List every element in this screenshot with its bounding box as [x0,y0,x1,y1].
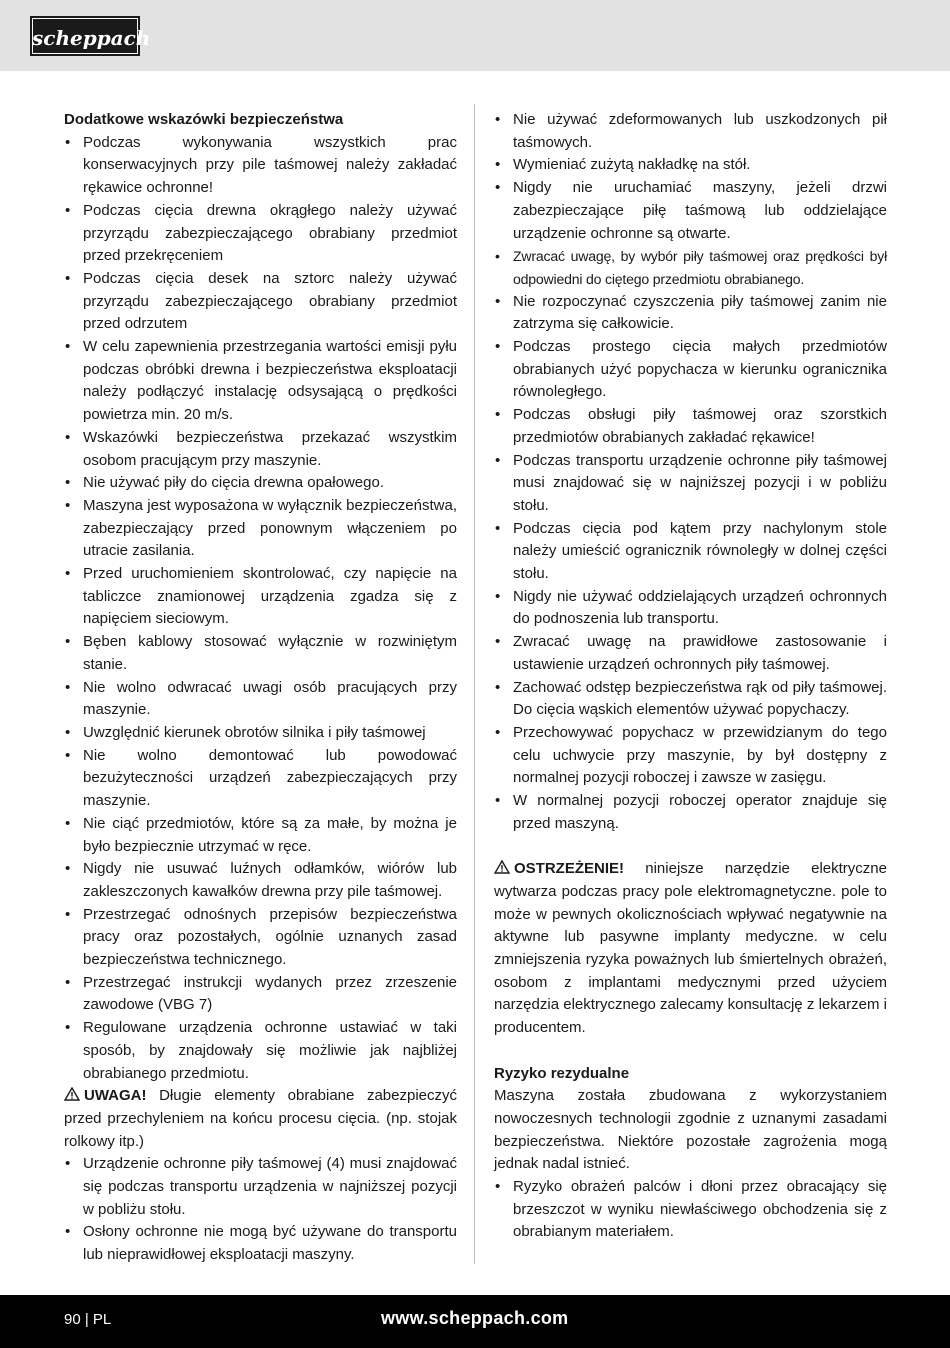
caution-paragraph [64,1085,457,1153]
list-item: • Zwracać uwagę, by wybór piły taśmowej oraz prędkości był odpowiedni do ciętego przedmiotu obrabianego. [494,245,887,290]
list-item: • Nigdy nie uruchamiać maszyny, jeżeli drzwi zabezpieczające piłę taśmową lub oddzielające urządzenie ochronne są otwarte. [494,177,887,245]
list-item: • Nie wolno demontować lub powodować bezużyteczności urządzeń zabezpieczających przy maszynie. [64,745,457,813]
warning-paragraph [494,858,887,1040]
list-item: • Przestrzegać odnośnych przepisów bezpieczeństwa pracy oraz pozostałych, ogólnie uznanych zasad bezpieczeństwa technicznego. [64,904,457,972]
transport-list [64,1153,457,1267]
list-item: • Podczas prostego cięcia małych przedmiotów obrabianych użyć popychacza w kierunku ogranicznika równoległego. [494,336,887,404]
list-item: • Nie ciąć przedmiotów, które są za małe, by można je było bezpiecznie utrzymać w ręce. [64,813,457,858]
list-item: • Nigdy nie usuwać luźnych odłamków, wiórów lub zakleszczonych kawałków drewna przy pile taśmowej. [64,858,457,903]
warning-label: OSTRZEŻENIE! [514,860,625,878]
caution-text: Długie elementy obrabiane zabezpieczyć przed przechyleniem na końcu procesu cięcia. (np. stojak rolkowy itp.) [64,1087,457,1150]
list-item: • Przechowywać popychacz w przewidzianym do tego celu uchwycie przy maszynie, by był dostępny z normalnej pozycji roboczej i zawsze w zasięgu. [494,722,887,790]
residual-risk-text: Maszyna została zbudowana z wykorzystaniem nowoczesnych technologii zgodnie z uznanymi zasadami bezpieczeństwa. Niektóre pozostałe zagrożenia mogą jednak nadal istnieć. [494,1087,887,1173]
page-number: 90 | PL [64,1311,112,1328]
warning-text: niniejsze narzędzie elektryczne wytwarza podczas pracy pole elektromagnetyczne. pole to może w pewnych okolicznościach wpływać negatywnie na aktywne lub pasywne implanty medyczne. w celu zmniejszenia ryzyka poważnych lub śmiertelnych obrażeń, osobom z implantami medycznymi przed użyciem narzędzia elektrycznego zalecamy konsultację z lekarzem i producentem. [494,860,887,1037]
list-item: • Podczas cięcia drewna okrągłego należy używać przyrządu zabezpieczającego obrabiany przedmiot przed przekręceniem [64,200,457,268]
list-item: • Urządzenie ochronne piły taśmowej (4) musi znajdować się podczas transportu urządzenia w najniższej pozycji w pobliżu stołu. [64,1153,457,1221]
list-item: • Nigdy nie używać oddzielających urządzeń ochronnych do podnoszenia lub transportu. [494,586,887,631]
list-item: • Ryzyko obrażeń palców i dłoni przez obracający się brzeszczot w wyniku niewłaściwego obchodzenia się z obrabianym materiałem. [494,1176,887,1244]
section-heading: Dodatkowe wskazówki bezpieczeństwa [64,111,344,128]
list-item: • Przestrzegać instrukcji wydanych przez zrzeszenie zawodowe (VBG 7) [64,972,457,1017]
column-divider [474,104,475,1264]
brand-logo [30,16,151,56]
caution-label: UWAGA! [84,1087,147,1105]
list-item: • Nie wolno odwracać uwagi osób pracujących przy maszynie. [64,677,457,722]
safety-list [64,132,457,1086]
list-item: • Podczas cięcia pod kątem przy nachylonym stole należy umieścić ogranicznik równoległy w dolnej części stołu. [494,518,887,586]
safety-list [494,109,887,836]
warning-triangle-icon [64,1087,80,1101]
list-item: • W normalnej pozycji roboczej operator znajduje się przed maszyną. [494,790,887,835]
list-item: • Wymieniać zużytą nakładkę na stół. [494,154,887,177]
list-item: • Przed uruchomieniem skontrolować, czy napięcie na tabliczce znamionowej urządzenia zgadza się z napięciem sieciowym. [64,563,457,631]
right-column [494,109,887,1244]
list-item: • Maszyna jest wyposażona w wyłącznik bezpieczeństwa, zabezpieczający przed ponownym włączeniem po utracie zasilania. [64,495,457,563]
list-item: • Podczas wykonywania wszystkich prac konserwacyjnych przy pile taśmowej należy zakładać rękawice ochronne! [64,132,457,200]
list-item: • Zwracać uwagę na prawidłowe zastosowanie i ustawienie urządzeń ochronnych piły taśmowej. [494,631,887,676]
list-item: • Bęben kablowy stosować wyłącznie w rozwiniętym stanie. [64,631,457,676]
website-url[interactable]: www.scheppach.com [381,1308,569,1328]
list-item: • Podczas cięcia desek na sztorc należy używać przyrządu zabezpieczającego obrabiany przedmiot przed odrzutem [64,268,457,336]
list-item: • Osłony ochronne nie mogą być używane do transportu lub nieprawidłowej eksploatacji maszyny. [64,1221,457,1266]
list-item: • Regulowane urządzenia ochronne ustawiać w taki sposób, by znajdowały się możliwie jak najbliżej obrabianego przedmiotu. [64,1017,457,1085]
list-item: • Podczas obsługi piły taśmowej oraz szorstkich przedmiotów obrabianych zakładać rękawice! [494,404,887,449]
list-item: • Zachować odstęp bezpieczeństwa rąk od piły taśmowej. Do cięcia wąskich elementów używać popychaczy. [494,677,887,722]
warning-triangle-icon [494,860,510,874]
list-item: • W celu zapewnienia przestrzegania wartości emisji pyłu podczas obróbki drewna i bezpieczeństwa eksploatacji należy podłączyć instalację odsysającą o prędkości powietrza min. 20 m/s. [64,336,457,427]
left-column [64,109,457,1267]
list-item: • Nie używać zdeformowanych lub uszkodzonych pił taśmowych. [494,109,887,154]
residual-risk-list [494,1176,887,1244]
list-item: • Wskazówki bezpieczeństwa przekazać wszystkim osobom pracującym przy maszynie. [64,427,457,472]
list-item: • Nie rozpoczynać czyszczenia piły taśmowej zanim nie zatrzyma się całkowicie. [494,291,887,336]
list-item: • Nie używać piły do cięcia drewna opałowego. [64,472,457,495]
logo-text: scheppach [32,26,151,50]
residual-risk-heading: Ryzyko rezydualne [494,1064,630,1082]
list-item: • Podczas transportu urządzenie ochronne piły taśmowej musi znajdować się w najniższej pozycji i w pobliżu stołu. [494,450,887,518]
list-item: • Uwzględnić kierunek obrotów silnika i piły taśmowej [64,722,457,745]
